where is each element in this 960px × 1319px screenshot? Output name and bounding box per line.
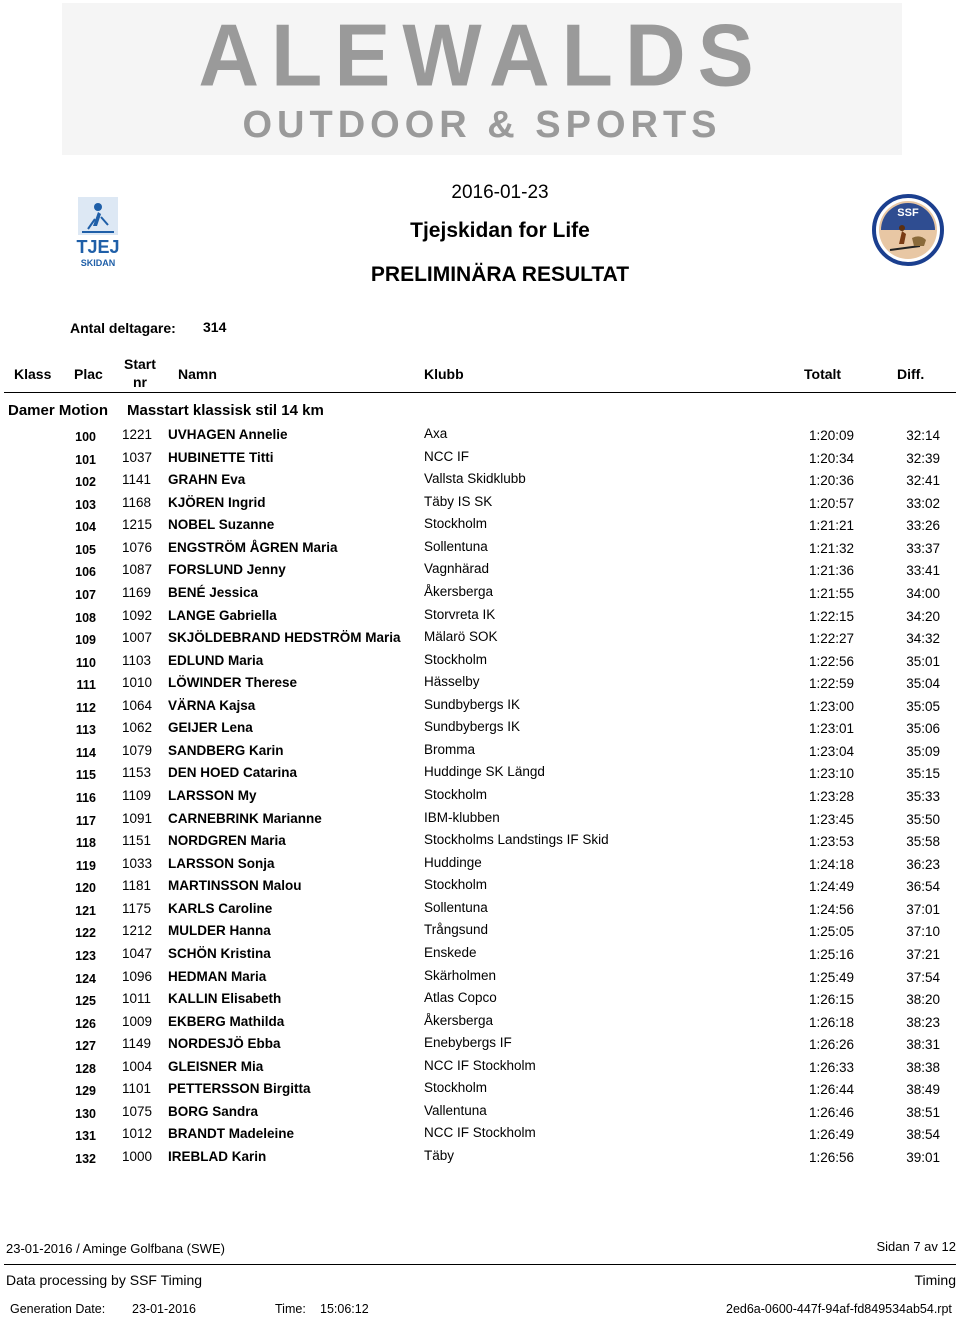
row-start-nr: 1109: [122, 788, 152, 803]
row-diff: 37:54: [906, 969, 940, 985]
row-plac: 104: [75, 520, 96, 535]
row-diff: 38:38: [906, 1059, 940, 1075]
row-start-nr: 1007: [122, 630, 153, 646]
row-diff: 33:37: [906, 540, 940, 556]
col-start: [124, 357, 156, 390]
row-diff: 37:10: [906, 924, 940, 940]
row-diff: 34:20: [906, 608, 940, 624]
col-diff: Diff.: [897, 366, 925, 382]
row-club: Storvreta IK: [424, 606, 496, 622]
footer-report-id-text: 2ed6a-0600-447f-94af-fd849534ab54.rpt: [726, 1302, 952, 1316]
row-start-nr: 1092: [122, 607, 153, 623]
row-diff: 32:41: [906, 473, 940, 489]
row-name: NORDESJÖ Ebba: [168, 1036, 281, 1052]
row-club: Sundbybergs IK: [424, 696, 521, 712]
row-start-nr: 1169: [122, 584, 152, 600]
row-total-time: 1:26:46: [808, 1104, 854, 1120]
header-rule: [4, 392, 956, 393]
row-club: Stockholms Landstings IF Skid: [424, 832, 609, 848]
table-row: [0, 875, 960, 898]
row-club: Enskede: [424, 944, 477, 960]
row-diff: 36:23: [906, 856, 940, 872]
row-diff: 34:00: [906, 585, 940, 601]
row-club: Sundbybergs IK: [424, 719, 521, 735]
table-row: [0, 1146, 960, 1169]
row-name: BORG Sandra: [168, 1103, 259, 1119]
table-row: [0, 740, 960, 763]
row-start-nr: 1141: [122, 472, 152, 488]
skidan-logo-text: SKIDAN: [80, 258, 116, 268]
row-plac: 106: [75, 565, 96, 580]
table-row: [0, 514, 960, 537]
row-name: EKBERG Mathilda: [168, 1013, 285, 1029]
table-row: [0, 559, 960, 582]
row-name: GRAHN Eva: [168, 472, 246, 488]
row-plac: 128: [75, 1061, 96, 1076]
row-plac: 102: [75, 475, 96, 490]
row-club: Åkersberga: [424, 583, 494, 599]
row-start-nr: 1096: [122, 968, 153, 984]
row-total-time: 1:26:44: [808, 1082, 854, 1098]
col-klass: Klass: [14, 366, 52, 382]
footer-date-venue: 23-01-2016 / Aminge Golfbana (SWE): [6, 1241, 225, 1256]
table-row: [0, 1056, 960, 1079]
row-start-nr: 1087: [122, 562, 153, 578]
row-start-nr: 1181: [122, 878, 152, 894]
row-total-time: 1:26:15: [808, 992, 854, 1008]
table-row: [0, 537, 960, 560]
row-club: Skärholmen: [424, 967, 497, 983]
row-diff: 35:15: [906, 766, 940, 782]
row-diff: 38:23: [906, 1014, 940, 1030]
row-name: LÖWINDER Therese: [168, 675, 298, 691]
table-row: [0, 1101, 960, 1124]
row-diff: 37:01: [906, 901, 940, 917]
row-start-nr: 1047: [122, 945, 153, 961]
row-total-time: 1:22:56: [808, 653, 854, 669]
row-club: Enebybergs IF: [424, 1035, 512, 1051]
row-start-nr: 1168: [122, 494, 152, 510]
row-total-time: 1:23:01: [808, 721, 854, 737]
col-klubb: Klubb: [424, 366, 464, 382]
row-diff: 33:26: [906, 518, 940, 534]
row-start-nr: 1010: [122, 675, 153, 691]
row-start-nr: 1064: [122, 697, 153, 713]
row-total-time: 1:23:53: [808, 834, 854, 850]
row-diff: 35:58: [906, 834, 940, 850]
row-club: Stockholm: [424, 1080, 488, 1096]
table-row: [0, 424, 960, 447]
row-club: Stockholm: [424, 877, 488, 893]
row-total-time: 1:23:04: [808, 743, 854, 759]
banner-subtitle: OUTDOOR & SPORTS: [242, 104, 722, 146]
row-club: Vagnhärad: [424, 561, 490, 577]
row-plac: 131: [75, 1129, 96, 1144]
banner-brand: ALEWALDS: [198, 5, 766, 105]
row-club: Täby IS SK: [424, 493, 493, 509]
row-plac: 110: [75, 655, 96, 670]
event-title: Tjejskidan for Life: [410, 219, 590, 242]
row-plac: 121: [75, 903, 96, 918]
row-diff: 33:02: [906, 495, 940, 511]
row-total-time: 1:26:26: [808, 1037, 854, 1053]
row-name: NOBEL Suzanne: [168, 517, 275, 533]
row-start-nr: 1037: [122, 449, 153, 465]
row-club: Mälarö SOK: [424, 629, 498, 645]
results-table: [0, 424, 960, 1169]
row-start-nr: 1149: [122, 1036, 152, 1052]
row-club: Vallsta Skidklubb: [424, 471, 526, 487]
row-start-nr: 1009: [122, 1013, 153, 1029]
results-status: PRELIMINÄRA RESULTAT: [370, 263, 630, 286]
table-row: [0, 988, 960, 1011]
row-plac: 114: [75, 745, 96, 760]
row-total-time: 1:26:56: [808, 1150, 854, 1165]
row-start-nr: 1221: [122, 427, 153, 442]
row-club: Stockholm: [424, 651, 488, 667]
row-plac: 103: [75, 497, 96, 512]
row-diff: 35:33: [906, 789, 940, 804]
table-row: [0, 898, 960, 921]
row-plac: 113: [75, 723, 96, 738]
row-club: Axa: [424, 426, 448, 441]
row-club: IBM-klubben: [424, 809, 500, 825]
row-club: Stockholm: [424, 516, 488, 532]
row-name: EDLUND Maria: [168, 652, 264, 668]
row-plac: 124: [75, 971, 96, 986]
row-name: CARNEBRINK Marianne: [168, 810, 322, 826]
row-club: Atlas Copco: [424, 990, 497, 1006]
table-row: [0, 695, 960, 718]
row-name: NORDGREN Maria: [168, 833, 286, 849]
row-name: HEDMAN Maria: [168, 968, 267, 984]
table-row: [0, 830, 960, 853]
row-club: NCC IF Stockholm: [424, 1057, 536, 1073]
row-diff: 35:01: [906, 653, 940, 669]
table-row: [0, 762, 960, 785]
row-club: Vallentuna: [424, 1102, 487, 1118]
row-club: Sollentuna: [424, 899, 488, 915]
row-total-time: 1:25:16: [808, 946, 854, 962]
row-plac: 119: [75, 858, 96, 873]
table-row: [0, 1078, 960, 1101]
row-name: KARLS Caroline: [168, 900, 273, 916]
tjej-logo-text: TJEJ: [76, 237, 120, 257]
row-diff: 33:41: [906, 563, 940, 579]
table-row: [0, 966, 960, 989]
row-start-nr: 1000: [122, 1149, 153, 1164]
row-start-nr: 1033: [122, 855, 153, 871]
footer-timing: Timing: [914, 1272, 956, 1288]
row-club: Bromma: [424, 741, 476, 757]
table-row: [0, 469, 960, 492]
table-row: [0, 717, 960, 740]
row-total-time: 1:22:15: [808, 608, 854, 624]
footer-rule: [4, 1264, 956, 1265]
row-start-nr: 1212: [122, 923, 153, 939]
row-diff: 38:51: [906, 1104, 940, 1120]
table-row: [0, 943, 960, 966]
row-club: Täby: [424, 1148, 455, 1163]
row-plac: 123: [75, 948, 96, 963]
row-name: SANDBERG Karin: [168, 742, 284, 758]
row-plac: 122: [75, 926, 96, 941]
row-total-time: 1:26:33: [808, 1059, 854, 1075]
row-start-nr: 1101: [122, 1081, 152, 1097]
event-date: 2016-01-23: [451, 182, 549, 203]
row-name: KALLIN Elisabeth: [168, 991, 282, 1007]
row-name: UVHAGEN Annelie: [168, 427, 288, 442]
table-row: [0, 672, 960, 695]
row-club: Huddinge SK Längd: [424, 764, 545, 780]
row-name: LARSSON Sonja: [168, 855, 275, 871]
row-diff: 38:20: [906, 992, 940, 1008]
row-plac: 112: [75, 700, 96, 715]
group-class: Damer Motion: [8, 402, 109, 419]
col-start-line2: nr: [132, 374, 147, 390]
table-row: [0, 447, 960, 470]
row-start-nr: 1004: [122, 1058, 153, 1074]
row-plac: 101: [75, 452, 96, 467]
row-name: IREBLAD Karin: [168, 1149, 267, 1164]
row-total-time: 1:21:55: [808, 585, 854, 601]
footer-data-processing: Data processing by SSF Timing: [6, 1272, 203, 1288]
row-start-nr: 1153: [122, 765, 152, 781]
row-start-nr: 1075: [122, 1103, 153, 1119]
row-plac: 105: [75, 542, 96, 557]
row-total-time: 1:25:05: [808, 924, 854, 940]
table-row: [0, 650, 960, 673]
row-diff: 34:32: [906, 631, 940, 647]
row-name: BENÉ Jessica: [168, 584, 259, 600]
row-name: PETTERSSON Birgitta: [168, 1081, 311, 1097]
footer-generation-date: 23-01-2016: [132, 1302, 196, 1316]
table-row: [0, 920, 960, 943]
row-name: FORSLUND Jenny: [168, 562, 286, 578]
participants-label: Antal deltagare:: [70, 320, 176, 336]
row-start-nr: 1012: [122, 1126, 153, 1142]
row-plac: 108: [75, 610, 96, 625]
row-club: Huddinge: [424, 854, 482, 870]
row-club: Hässelby: [424, 674, 480, 690]
row-plac: 118: [75, 836, 96, 851]
row-diff: 35:04: [906, 676, 940, 692]
col-start-line1: Start: [124, 356, 156, 372]
row-total-time: 1:23:28: [808, 789, 854, 804]
participants-count: 314: [203, 319, 227, 335]
row-diff: 38:31: [906, 1037, 940, 1053]
footer-generation-label: Generation Date:: [10, 1302, 106, 1316]
row-total-time: 1:20:36: [808, 473, 854, 489]
row-total-time: 1:21:21: [808, 518, 854, 534]
row-total-time: 1:22:27: [808, 631, 854, 647]
row-start-nr: 1079: [122, 742, 153, 758]
table-row: [0, 605, 960, 628]
table-row: [0, 582, 960, 605]
table-row: [0, 808, 960, 831]
row-total-time: 1:20:34: [808, 450, 854, 466]
row-plac: 126: [75, 1016, 96, 1031]
ssf-logo-text: SSF: [897, 207, 919, 219]
footer-time-label: Time:: [275, 1302, 306, 1316]
footer-report-id: [726, 1302, 958, 1316]
row-name: LARSSON My: [168, 788, 257, 803]
row-diff: 38:54: [906, 1127, 940, 1143]
table-row: [0, 1011, 960, 1034]
row-start-nr: 1175: [122, 900, 152, 916]
row-diff: 35:05: [906, 698, 940, 714]
table-row: [0, 627, 960, 650]
row-name: SCHÖN Kristina: [168, 945, 271, 961]
row-plac: 111: [76, 678, 96, 693]
row-plac: 132: [75, 1152, 96, 1166]
row-total-time: 1:26:18: [808, 1014, 854, 1030]
col-namn: Namn: [178, 366, 217, 382]
row-club: Stockholm: [424, 787, 488, 802]
row-diff: 37:21: [906, 946, 940, 962]
row-start-nr: 1062: [122, 720, 153, 736]
row-diff: 32:39: [906, 450, 940, 466]
row-plac: 130: [75, 1106, 96, 1121]
row-total-time: 1:24:56: [808, 901, 854, 917]
table-row: [0, 492, 960, 515]
row-name: BRANDT Madeleine: [168, 1126, 295, 1142]
row-plac: 109: [75, 633, 96, 648]
row-total-time: 1:20:57: [808, 495, 854, 511]
group-name: Masstart klassisk stil 14 km: [127, 402, 324, 419]
row-start-nr: 1215: [122, 517, 153, 533]
row-plac: 120: [75, 881, 96, 896]
row-club: Trångsund: [424, 922, 489, 938]
table-row: [0, 1033, 960, 1056]
row-start-nr: 1011: [122, 991, 152, 1007]
row-diff: 35:06: [906, 721, 940, 737]
row-plac: 117: [75, 813, 96, 828]
row-diff: 39:01: [906, 1150, 940, 1165]
row-diff: 35:50: [906, 811, 940, 827]
row-total-time: 1:20:09: [808, 428, 854, 443]
table-row: [0, 1123, 960, 1146]
row-diff: 36:54: [906, 879, 940, 895]
row-diff: 35:09: [906, 743, 940, 759]
table-row: [0, 785, 960, 808]
row-name: DEN HOED Catarina: [168, 765, 298, 781]
row-name: VÄRNA Kajsa: [168, 697, 256, 713]
row-start-nr: 1103: [122, 652, 152, 668]
row-plac: 100: [75, 430, 96, 444]
row-name: SKJÖLDEBRAND HEDSTRÖM Maria: [168, 630, 401, 646]
footer-time-value: 15:06:12: [320, 1302, 369, 1316]
row-total-time: 1:23:45: [808, 811, 854, 827]
row-total-time: 1:24:18: [808, 856, 854, 872]
row-plac: 116: [75, 791, 96, 805]
row-name: GEIJER Lena: [168, 720, 253, 736]
row-club: Åkersberga: [424, 1012, 494, 1028]
row-name: LANGE Gabriella: [168, 607, 277, 623]
col-plac: Plac: [74, 366, 103, 382]
row-name: ENGSTRÖM ÅGREN Maria: [168, 539, 338, 555]
row-plac: 107: [75, 587, 96, 602]
row-name: HUBINETTE Titti: [168, 449, 274, 465]
row-name: MULDER Hanna: [168, 923, 271, 939]
row-total-time: 1:25:49: [808, 969, 854, 985]
row-start-nr: 1076: [122, 539, 153, 555]
row-start-nr: 1151: [122, 833, 152, 849]
sponsor-banner: [62, 3, 902, 155]
row-name: KJÖREN Ingrid: [168, 494, 266, 510]
row-club: Sollentuna: [424, 538, 488, 554]
row-total-time: 1:21:32: [808, 540, 854, 556]
col-totalt: Totalt: [804, 366, 842, 382]
row-club: NCC IF: [424, 448, 469, 464]
row-start-nr: 1091: [122, 810, 153, 826]
row-plac: 127: [75, 1039, 96, 1054]
row-total-time: 1:26:49: [808, 1127, 854, 1143]
row-plac: 125: [75, 994, 96, 1009]
row-total-time: 1:24:49: [808, 879, 854, 895]
row-total-time: 1:23:10: [808, 766, 854, 782]
row-total-time: 1:22:59: [808, 676, 854, 692]
row-plac: 129: [75, 1084, 96, 1099]
table-row: [0, 853, 960, 876]
row-plac: 115: [75, 768, 96, 783]
row-club: NCC IF Stockholm: [424, 1125, 536, 1141]
footer-page: Sidan 7 av 12: [876, 1239, 956, 1254]
row-total-time: 1:23:00: [808, 698, 854, 714]
row-name: GLEISNER Mia: [168, 1058, 264, 1074]
row-diff: 32:14: [906, 428, 940, 443]
row-total-time: 1:21:36: [808, 563, 854, 579]
row-diff: 38:49: [906, 1082, 940, 1098]
row-name: MARTINSSON Malou: [168, 878, 302, 894]
